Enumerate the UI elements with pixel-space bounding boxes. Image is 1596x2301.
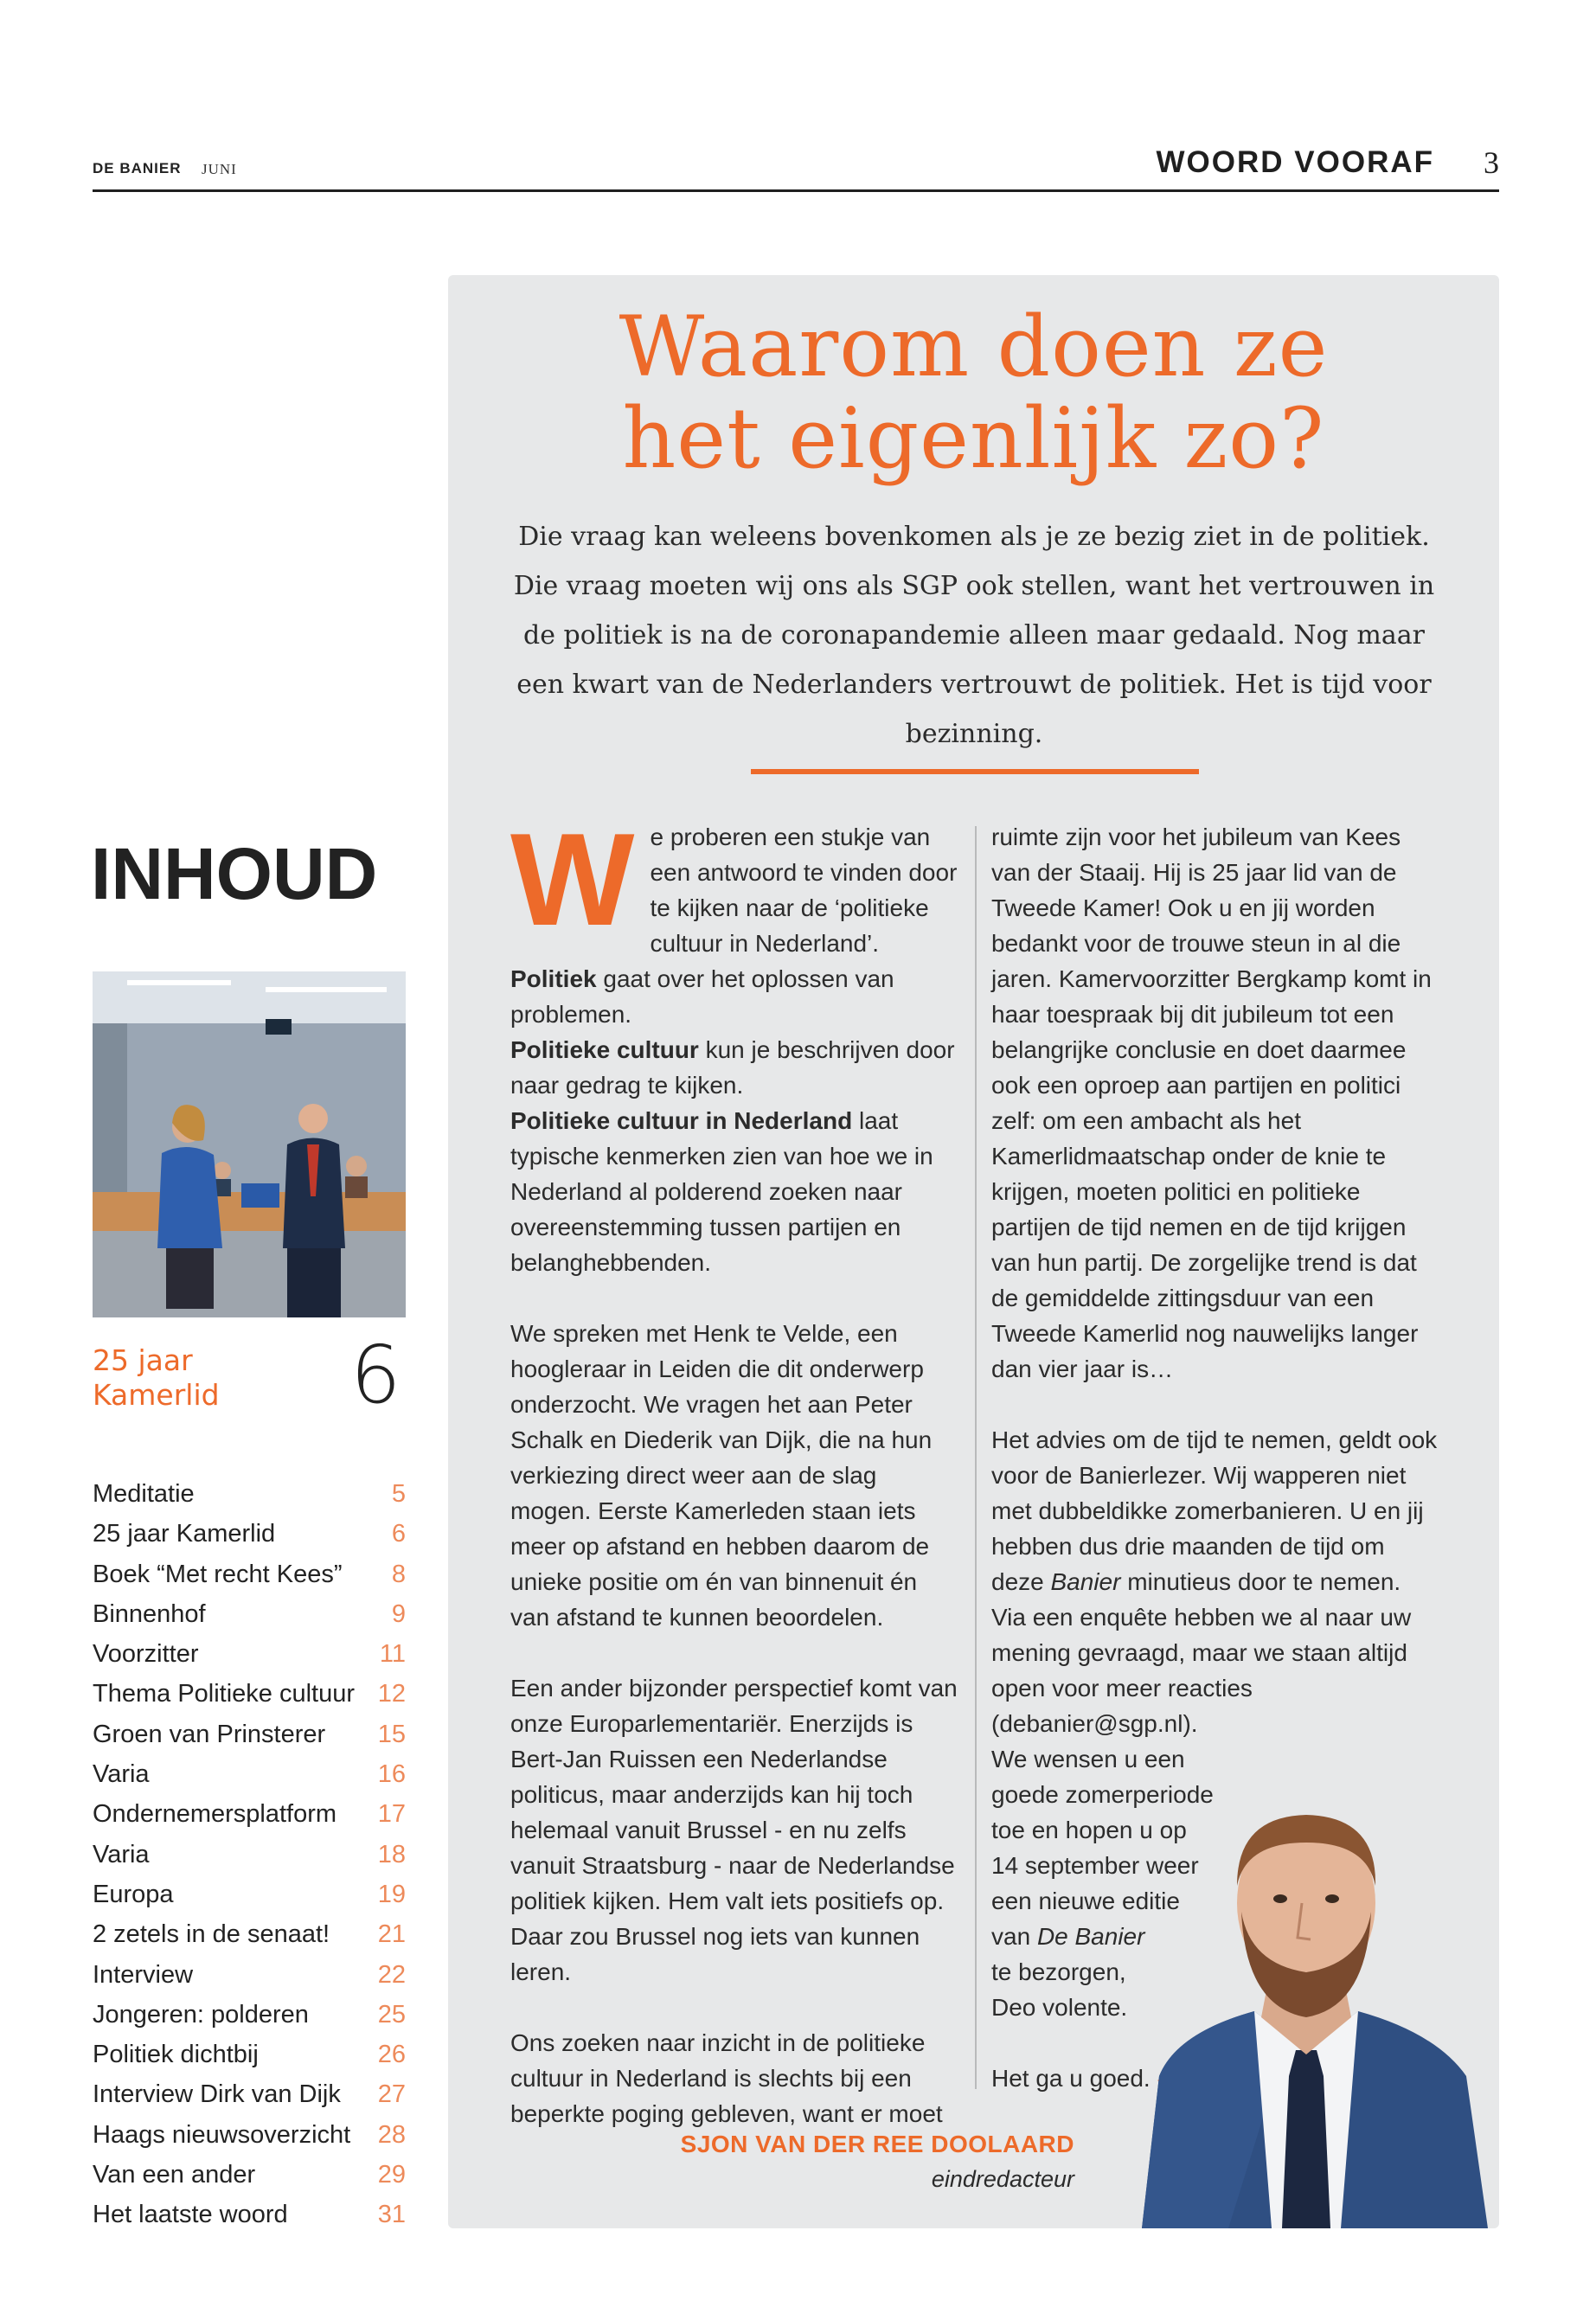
contents-item [93, 2155, 406, 2195]
contents-item-label: Het laatste woord [93, 2201, 288, 2229]
contents-item-label: 25 jaar Kamerlid [93, 1520, 276, 1548]
paragraph-text: Het ga u goed. [991, 2065, 1151, 2092]
contents-item-label: Thema Politieke cultuur [93, 1680, 356, 1708]
author-role: eindredacteur [931, 2166, 1074, 2192]
contents-item-page: 5 [391, 1480, 406, 1508]
magazine-name: DE BANIER [93, 160, 182, 176]
feature-photo-illustration [93, 971, 406, 1317]
paragraph-text: van [991, 1923, 1031, 1950]
contents-item-label: Voorzitter [93, 1640, 199, 1669]
contents-item [93, 1594, 406, 1634]
contents-item-label: Jongeren: polderen [93, 2000, 309, 2029]
paragraph [510, 1103, 960, 1280]
contents-item [93, 1674, 406, 1714]
italic-title: De Banier [1036, 1923, 1145, 1950]
paragraph [991, 1422, 1441, 1741]
contents-item-label: Europa [93, 1880, 174, 1908]
contents-item-page: 12 [377, 1680, 406, 1708]
paragraph-text: Het advies om de tijd te nemen, geldt ook voor de Banierlezer. Wij wapperen niet met dubbeldikke zomerbanieren. U en jij hebben dus drie maanden de tijd om deze [991, 1426, 1438, 1595]
contents-item [93, 1754, 406, 1794]
contents-item-label: Boek “Met recht Kees” [93, 1560, 343, 1588]
paragraph-text: te bezorgen, [991, 1958, 1126, 1985]
contents-item [93, 1995, 406, 2035]
contents-item-label: Interview [93, 1960, 194, 1989]
article-title-line-2: het eigenlijk zo? [622, 390, 1325, 487]
contents-item-label: Varia [93, 1840, 150, 1868]
contents-item [93, 1554, 406, 1594]
paragraph: Een ander bijzonder perspectief komt van onze Europarlementariër. Enerzijds is Bert-Jan Ruissen een Nederlandse politicus, maar anderzijds kan hij toch helemaal vanuit Brussel - en nu zelfs vanuit Straatsburg - naar de Nederlandse politiek kijken. Hem valt iets positiefs op. Daar zou Brussel nog iets van kunnen leren. [510, 1675, 958, 1985]
contents-item-label: Ondernemersplatform [93, 1800, 337, 1829]
contents-item-page: 9 [391, 1599, 406, 1628]
contents-item [93, 1474, 406, 1514]
author-name: SJON VAN DER REE DOOLAARD [680, 2131, 1074, 2157]
issue-month: JUNI [202, 161, 237, 177]
contents-item [93, 1715, 406, 1754]
article-column-1 [510, 806, 960, 2131]
contents-item [93, 1875, 406, 1914]
contents-item-page: 16 [377, 1760, 406, 1789]
contents-item-label: 2 zetels in de senaat! [93, 1920, 330, 1949]
contents-item-label: Groen van Prinsterer [93, 1720, 326, 1748]
contents-item-label: Meditatie [93, 1480, 195, 1508]
lead-divider [751, 769, 1199, 774]
drop-cap: W [510, 806, 635, 953]
paragraph: We spreken met Henk te Velde, een hoogleraar in Leiden die dit onderwerp onderzocht. We vragen het aan Peter Schalk en Diederik van Dijk, die na hun verkiezing direct weer aan de slag mogen. Eerste Kamerleden staan iets meer op afstand en hebben daarom de unieke positie om én van binnenuit én van afstand te kunnen beoordelen. [510, 1320, 933, 1631]
feature-label-line-1: 25 jaar [93, 1343, 193, 1377]
author-portrait-illustration [1125, 1791, 1488, 2228]
bold-term: Politiek [510, 965, 597, 992]
contents-item-page: 29 [377, 2161, 406, 2189]
paragraph-text: minutieus door te nemen. Via een enquête hebben we al naar uw mening gevraagd, maar we staan altijd open voor meer reacties (debanier@sgp.nl). [991, 1568, 1412, 1737]
contents-item-page: 8 [391, 1560, 406, 1588]
contents-list [93, 1474, 406, 2235]
contents-item-page: 15 [377, 1720, 406, 1748]
bold-term: Politieke cultuur in Nederland [510, 1107, 853, 1134]
contents-item-page: 21 [377, 1920, 406, 1949]
contents-item [93, 2115, 406, 2155]
contents-item [93, 1794, 406, 1834]
contents-item-page: 11 [379, 1640, 406, 1669]
contents-item [93, 1835, 406, 1875]
paragraph-text: kun je beschrijven door naar gedrag te kijken. [510, 1036, 955, 1099]
contents-item-label: Politiek dichtbij [93, 2041, 259, 2069]
contents-item-page: 19 [377, 1880, 406, 1908]
contents-item-page: 25 [377, 2000, 406, 2029]
page-number: 3 [1484, 145, 1499, 180]
author-portrait [1125, 1791, 1488, 2228]
contents-item [93, 1955, 406, 1995]
contents-item-label: Van een ander [93, 2161, 256, 2189]
column-divider [975, 826, 977, 2089]
contents-item-label: Binnenhof [93, 1599, 206, 1628]
paragraph: Ons zoeken naar inzicht in de politieke cultuur in Nederland is slechts bij een beperkte poging gebleven, want er moet [510, 2029, 943, 2127]
contents-heading: INHOUD [91, 833, 378, 914]
contents-item [93, 1514, 406, 1554]
contents-item [93, 2074, 406, 2114]
feature-page-number: 6 [350, 1329, 401, 1421]
italic-title: Banier [1050, 1568, 1121, 1595]
contents-item-page: 17 [377, 1800, 406, 1829]
article-title [448, 298, 1499, 487]
bold-term: Politieke cultuur [510, 1036, 699, 1063]
paragraph-text: laat typische kenmerken zien van hoe we in Nederland al polderend zoeken naar overeenstemming tussen partijen en belanghebbenden. [510, 1107, 933, 1276]
article-lead: Die vraag kan weleens bovenkomen als je ze bezig ziet in de politiek. Die vraag moeten wij ons als SGP ook stellen, want het vertrouwen in de politiek is na de coronapandemie alleen maar gedaald. Nog maar een kwart van de Nederlanders vertrouwt de politiek. Het is tijd voor bezinning. [513, 522, 1435, 749]
contents-item-page: 18 [377, 1840, 406, 1868]
feature-label-line-2: Kamerlid [93, 1378, 220, 1412]
paragraph-text: Deo volente. [991, 1994, 1128, 2021]
section-title: WOORD VOORAF [1156, 145, 1434, 179]
contents-item-page: 6 [391, 1520, 406, 1548]
contents-item [93, 1914, 406, 1954]
header-rule [93, 189, 1499, 192]
contents-item-page: 22 [377, 1960, 406, 1989]
contents-item-label: Haags nieuwsoverzicht [93, 2120, 351, 2149]
contents-item [93, 1634, 406, 1674]
feature-photo [93, 971, 406, 1317]
paragraph-text: een nieuwe editie [991, 1888, 1180, 1914]
paragraph [510, 1032, 960, 1103]
paragraph: e proberen een stukje van een antwoord te vinden door te kijken naar de ‘politieke cultuur in Nederland’. [650, 824, 958, 957]
contents-item-label: Interview Dirk van Dijk [93, 2080, 341, 2109]
paragraph-text: We wensen u een goede zomerperiode toe en hopen u op [991, 1746, 1214, 1843]
contents-item-label: Varia [93, 1760, 150, 1789]
paragraph [510, 961, 960, 1032]
paragraph: ruimte zijn voor het jubileum van Kees van der Staaij. Hij is 25 jaar lid van de Tweede Kamer! Ook u en jij worden bedankt voor de trouwe steun in al die jaren. Kamervoorzitter Bergkamp komt in haar toespraak bij dit jubileum tot een belangrijke conclusie en doet daarmee ook een oproep aan partijen en politici zelf: om een ambacht als het Kamerlidmaatschap onder de knie te krijgen, moeten politici en politieke partijen de tijd nemen en de tijd krijgen van hun partij. De zorgelijke trend is dat de gemiddelde zittingsduur van een Tweede Kamerlid nog nauwelijks langer dan vier jaar is… [991, 824, 1432, 1382]
contents-item-page: 27 [377, 2080, 406, 2109]
paragraph-text: 14 september weer [991, 1852, 1199, 1879]
feature-label [93, 1343, 220, 1413]
contents-item [93, 2195, 406, 2234]
contents-item-page: 28 [377, 2120, 406, 2149]
article-title-line-1: Waarom doen ze [619, 298, 1329, 395]
contents-item [93, 2035, 406, 2074]
contents-item-page: 26 [377, 2041, 406, 2069]
paragraph-text: gaat over het oplossen van problemen. [510, 965, 894, 1028]
contents-item-page: 31 [377, 2201, 406, 2229]
